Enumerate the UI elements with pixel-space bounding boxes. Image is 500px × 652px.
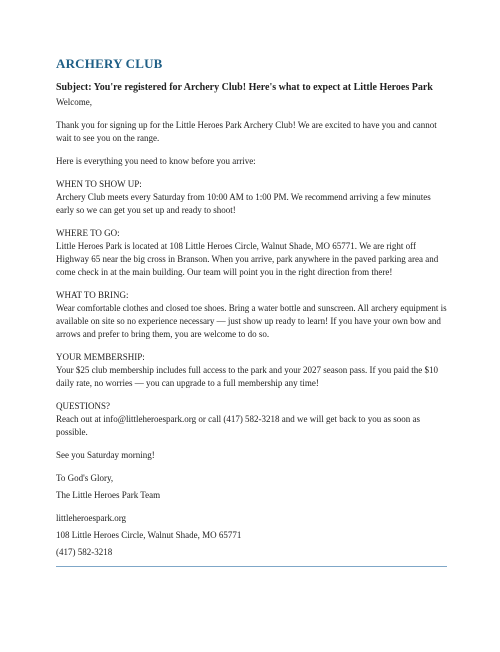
document-title: ARCHERY CLUB xyxy=(56,56,163,71)
section-heading-where: WHERE TO GO: xyxy=(56,228,120,238)
intro-paragraph: Thank you for signing up for the Little Heroes Park Archery Club! We are excited to have you and cannot wait to see you on the range. xyxy=(56,120,437,143)
closing-line: See you Saturday morning! xyxy=(56,450,155,460)
footer-divider xyxy=(56,566,447,567)
section-body-questions: Reach out at info@littleheroespark.org or call (417) 582-3218 and we will get back to you as soon as possible. xyxy=(56,414,421,437)
lead-paragraph: Here is everything you need to know before you arrive: xyxy=(56,156,256,166)
section-heading-questions: QUESTIONS? xyxy=(56,401,110,411)
section-body-bring: Wear comfortable clothes and closed toe shoes. Bring a water bottle and sunscreen. All archery equipment is available on site so no experience necessary — just show up ready to learn! If you have your own bow and arrows and prefer to bring them, you are welcome to do so. xyxy=(56,303,447,339)
section-heading-when: WHEN TO SHOW UP: xyxy=(56,179,142,189)
section-body-membership: Your $25 club membership includes full access to the park and your 2027 season pass. If you paid the $10 daily rate, no worries — you can upgrade to a full membership any time! xyxy=(56,365,439,388)
section-body-where: Little Heroes Park is located at 108 Little Heroes Circle, Walnut Shade, MO 65771. We are right off Highway 65 near the big cross in Branson. When you arrive, park anywhere in the paved parking area and come check in at the main building. Our team will point you in the right direction from there! xyxy=(56,241,439,277)
footer-phone: (417) 582-3218 xyxy=(56,547,113,557)
signature: The Little Heroes Park Team xyxy=(56,490,161,500)
section-heading-bring: WHAT TO BRING: xyxy=(56,290,129,300)
email-body xyxy=(56,56,448,559)
email-subject: Subject: You're registered for Archery Club! Here's what to expect at Little Heroes Park xyxy=(56,82,433,93)
section-body-when: Archery Club meets every Saturday from 10:00 AM to 1:00 PM. We recommend arriving a few minutes early so we can get you set up and ready to shoot! xyxy=(56,192,431,215)
signoff: To God's Glory, xyxy=(56,473,114,483)
footer-address: 108 Little Heroes Circle, Walnut Shade, MO 65771 xyxy=(56,530,242,540)
footer-website[interactable]: littleheroespark.org xyxy=(56,513,127,523)
greeting: Welcome, xyxy=(56,97,93,107)
section-heading-membership: YOUR MEMBERSHIP: xyxy=(56,352,145,362)
